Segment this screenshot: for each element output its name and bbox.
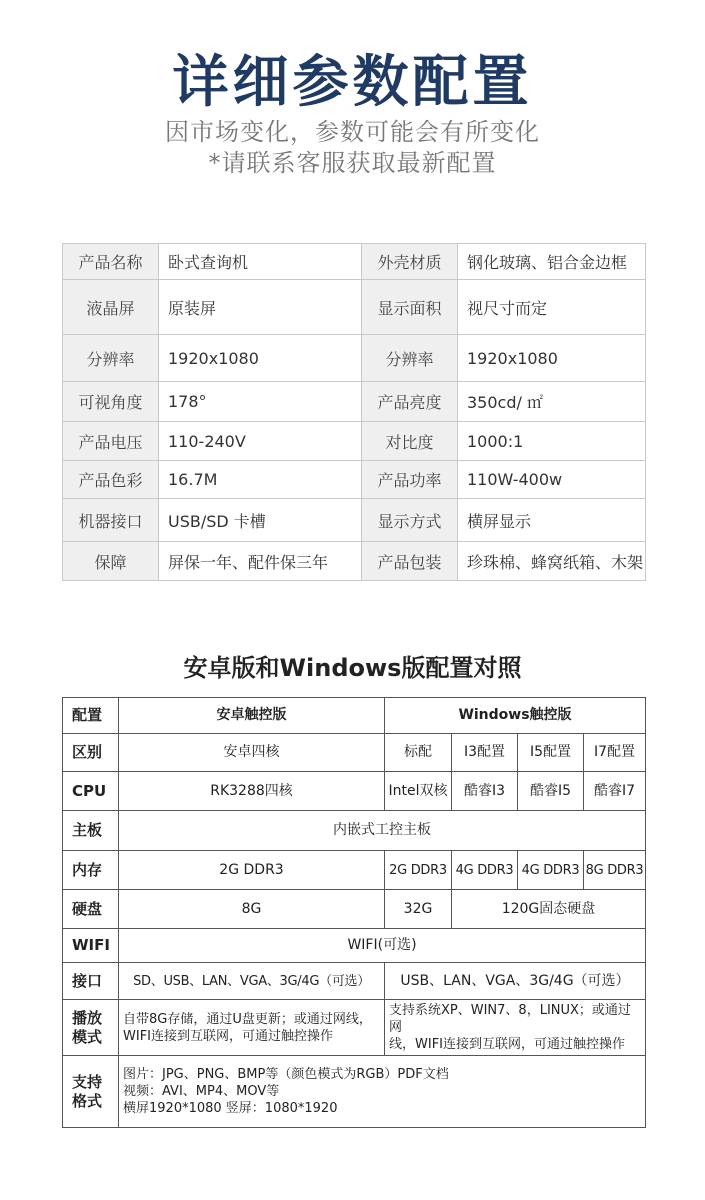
cell-line: 视频：AVI、MP4、MOV等 bbox=[123, 1084, 280, 1099]
cell: I3配置 bbox=[452, 734, 518, 772]
spec-value: 1920x1080 bbox=[159, 335, 362, 382]
spec-value: 珍珠棉、蜂窝纸箱、木架 bbox=[458, 542, 646, 581]
row-label bbox=[63, 1056, 119, 1128]
cell: 8G bbox=[119, 890, 385, 929]
cell: 4G DDR3 bbox=[518, 851, 584, 890]
spec-value: 110W-400w bbox=[458, 461, 646, 499]
cell: 酷睿I7 bbox=[584, 772, 646, 811]
table-row bbox=[63, 851, 646, 890]
spec-value: 1000:1 bbox=[458, 422, 646, 461]
cell-line: WIFI连接到互联网，可通过触控操作 bbox=[123, 1028, 333, 1044]
spec-key: 外壳材质 bbox=[362, 244, 458, 280]
spec-key: 产品色彩 bbox=[63, 461, 159, 499]
spec-value: 屏保一年、配件保三年 bbox=[159, 542, 362, 581]
spec-value: 350cd/ ㎡ bbox=[458, 382, 646, 422]
spec-key: 液晶屏 bbox=[63, 280, 159, 335]
cell: 8G DDR3 bbox=[584, 851, 646, 890]
cell-line: 自带8G存储，通过U盘更新；或通过网线， bbox=[123, 1011, 372, 1027]
windows-header: Windows触控版 bbox=[385, 698, 646, 734]
spec-value: 视尺寸而定 bbox=[458, 280, 646, 335]
spec-key: 显示方式 bbox=[362, 499, 458, 542]
spec-key: 分辨率 bbox=[362, 335, 458, 382]
cell: 2G DDR3 bbox=[119, 851, 385, 890]
cell: 酷睿I5 bbox=[518, 772, 584, 811]
row-label: 硬盘 bbox=[63, 890, 119, 929]
spec-key: 产品功率 bbox=[362, 461, 458, 499]
spec-value: 钢化玻璃、铝合金边框 bbox=[458, 244, 646, 280]
cell: Intel双核 bbox=[385, 772, 452, 811]
page-title: 详细参数配置 bbox=[172, 50, 533, 115]
spec-key: 机器接口 bbox=[63, 499, 159, 542]
spec-key: 分辨率 bbox=[63, 335, 159, 382]
spec-key: 产品亮度 bbox=[362, 382, 458, 422]
row-label: 内存 bbox=[63, 851, 119, 890]
spec-row bbox=[63, 542, 646, 581]
comparison-table bbox=[62, 697, 646, 1128]
spec-value: 16.7M bbox=[159, 461, 362, 499]
android-header: 安卓触控版 bbox=[119, 698, 385, 734]
cell: SD、USB、LAN、VGA、3G/4G（可选） bbox=[119, 963, 385, 1000]
row-label: 区别 bbox=[63, 734, 119, 772]
row-label: 配置 bbox=[63, 698, 119, 734]
cell: 120G固态硬盘 bbox=[452, 890, 646, 929]
row-label bbox=[63, 1000, 119, 1056]
comparison-header-row bbox=[63, 698, 646, 734]
cell bbox=[385, 1000, 646, 1056]
cell: 2G DDR3 bbox=[385, 851, 452, 890]
row-label: WIFI bbox=[63, 929, 119, 963]
spec-row bbox=[63, 499, 646, 542]
row-label-line: 播放 bbox=[72, 1008, 103, 1027]
spec-row bbox=[63, 461, 646, 499]
row-label: 接口 bbox=[63, 963, 119, 1000]
cell-line: 支持系统XP、WIN7、8，LINUX；或通过网 bbox=[389, 1003, 631, 1035]
spec-key: 对比度 bbox=[362, 422, 458, 461]
cell: 内嵌式工控主板 bbox=[119, 811, 646, 851]
cell: RK3288四核 bbox=[119, 772, 385, 811]
cell: I5配置 bbox=[518, 734, 584, 772]
spec-row bbox=[63, 422, 646, 461]
spec-value: 178° bbox=[159, 382, 362, 422]
row-label-line: 模式 bbox=[72, 1027, 103, 1046]
cell: 安卓四核 bbox=[119, 734, 385, 772]
spec-key: 可视角度 bbox=[63, 382, 159, 422]
spec-key: 保障 bbox=[63, 542, 159, 581]
spec-table bbox=[62, 243, 646, 581]
cell bbox=[119, 1056, 646, 1128]
table-row bbox=[63, 890, 646, 929]
cell-line: 线，WIFI连接到互联网，可通过触控操作 bbox=[389, 1037, 625, 1052]
spec-value: 卧式查询机 bbox=[159, 244, 362, 280]
spec-row bbox=[63, 335, 646, 382]
cell: WIFI(可选) bbox=[119, 929, 646, 963]
table-row bbox=[63, 1056, 646, 1128]
subtitle-notice: 因市场变化，参数可能会有所变化 bbox=[165, 118, 540, 146]
cell: 4G DDR3 bbox=[452, 851, 518, 890]
spec-key: 产品名称 bbox=[63, 244, 159, 280]
table-row bbox=[63, 772, 646, 811]
cell: 标配 bbox=[385, 734, 452, 772]
spec-value: 1920x1080 bbox=[458, 335, 646, 382]
cell: I7配置 bbox=[584, 734, 646, 772]
cell-line: 图片：JPG、PNG、BMP等（颜色模式为RGB）PDF文档 bbox=[123, 1067, 449, 1082]
spec-key: 产品电压 bbox=[63, 422, 159, 461]
spec-row bbox=[63, 382, 646, 422]
spec-row bbox=[63, 244, 646, 280]
table-row bbox=[63, 963, 646, 1000]
spec-value: 横屏显示 bbox=[458, 499, 646, 542]
cell-line: 横屏1920*1080 竖屏：1080*1920 bbox=[123, 1101, 338, 1116]
comparison-title: 安卓版和Windows版配置对照 bbox=[183, 654, 522, 682]
cell: USB、LAN、VGA、3G/4G（可选） bbox=[385, 963, 646, 1000]
spec-value: USB/SD 卡槽 bbox=[159, 499, 362, 542]
spec-key: 显示面积 bbox=[362, 280, 458, 335]
row-label-line: 格式 bbox=[72, 1091, 103, 1110]
row-label-line: 支持 bbox=[72, 1072, 103, 1091]
spec-value: 原装屏 bbox=[159, 280, 362, 335]
spec-key: 产品包装 bbox=[362, 542, 458, 581]
table-row bbox=[63, 1000, 646, 1056]
spec-row bbox=[63, 280, 646, 335]
row-label: 主板 bbox=[63, 811, 119, 851]
subtitle-contact: *请联系客服获取最新配置 bbox=[208, 149, 497, 177]
cell bbox=[119, 1000, 385, 1056]
cell: 酷睿I3 bbox=[452, 772, 518, 811]
row-label: CPU bbox=[63, 772, 119, 811]
table-row bbox=[63, 734, 646, 772]
table-row bbox=[63, 929, 646, 963]
cell: 32G bbox=[385, 890, 452, 929]
table-row bbox=[63, 811, 646, 851]
spec-value: 110-240V bbox=[159, 422, 362, 461]
